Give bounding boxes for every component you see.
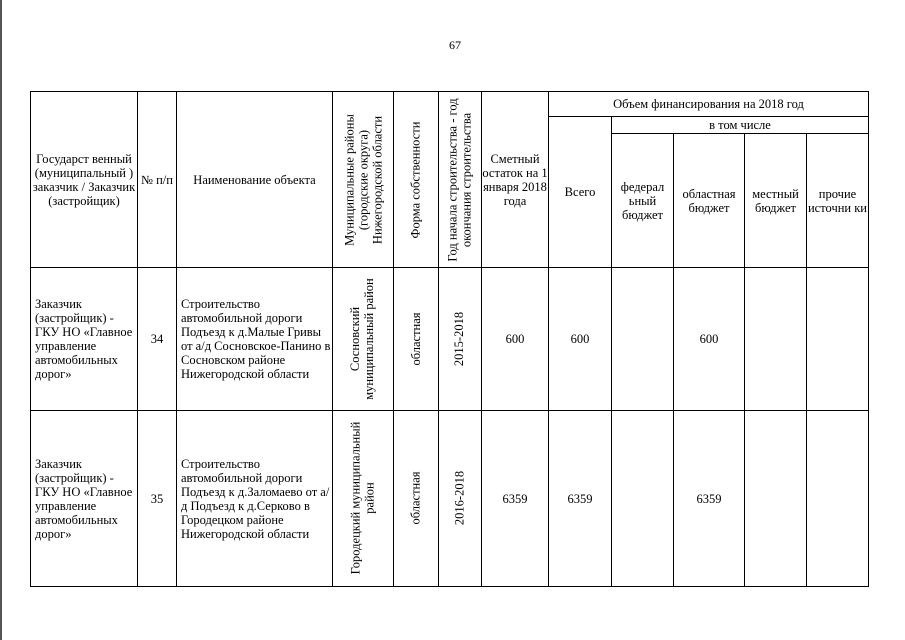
header-customer: Государст венный (муниципальный ) заказчик / Заказчик (застройщик) <box>32 151 136 208</box>
row-regional: 600 <box>699 332 719 346</box>
header-funding: Объем финансирования на 2018 год <box>613 97 804 111</box>
row-regional: 6359 <box>696 491 722 506</box>
header-other: прочие источни ки <box>807 186 867 215</box>
header-number: № п/п <box>141 172 173 187</box>
table-border-bottom <box>30 586 868 587</box>
row-other <box>807 268 868 410</box>
header-regional: областная бюджет <box>682 186 736 215</box>
page-number: 67 <box>449 38 461 52</box>
row-customer: Заказчик (застройщик) - ГКУ НО «Главное управление автомобильных дорог» <box>35 456 133 541</box>
header-years: Год начала строительства - год окончания строительства <box>445 98 474 262</box>
row-total: 600 <box>570 332 590 346</box>
header-including: в том числе <box>709 118 771 132</box>
row-district: Городецкий муниципальный район <box>348 421 377 575</box>
row-number: 34 <box>150 332 164 346</box>
col-line <box>868 91 869 587</box>
header-districts: Муниципальные районы (городские округа) Нижегородской области <box>342 114 385 246</box>
row-local <box>745 411 806 586</box>
row-federal <box>612 411 673 586</box>
row-remainder: 600 <box>505 332 525 346</box>
row-object-name: Строительство автомобильной дороги Подъезд к д.Заломаево от а/д Подъезд к д.Серково в Городецком районе Нижегородской области <box>181 456 330 541</box>
header-local: местный бюджет <box>752 186 799 215</box>
row-object-name: Строительство автомобильной дороги Подъезд к д.Малые Гривы от а/д Сосновское-Панино в Сосновском районе Нижегородской области <box>181 297 331 381</box>
row-remainder: 6359 <box>502 491 528 506</box>
scan-edge <box>0 0 2 640</box>
row-other <box>807 411 868 586</box>
header-remainder: Сметный остаток на 1 января 2018 года <box>482 151 548 208</box>
col-line <box>393 91 394 587</box>
header-federal: федерал ьный бюджет <box>620 179 665 222</box>
col-line <box>332 91 333 587</box>
header-object-name: Наименование объекта <box>193 172 316 187</box>
row-total: 6359 <box>567 491 593 506</box>
row-customer: Заказчик (застройщик) - ГКУ НО «Главное управление автомобильных дорог» <box>35 297 133 381</box>
row-ownership: областная <box>409 312 423 366</box>
col-line <box>438 91 439 587</box>
row-ownership: областная <box>408 471 423 525</box>
row-district: Сосновский муниципальный район <box>348 278 376 400</box>
row-local <box>745 268 806 410</box>
row-number: 35 <box>150 491 164 506</box>
row-years: 2015-2018 <box>452 311 466 367</box>
header-total: Всего <box>564 185 596 199</box>
header-ownership: Форма собственности <box>408 121 423 239</box>
row-federal <box>612 268 673 410</box>
row-years: 2016-2018 <box>452 470 467 526</box>
